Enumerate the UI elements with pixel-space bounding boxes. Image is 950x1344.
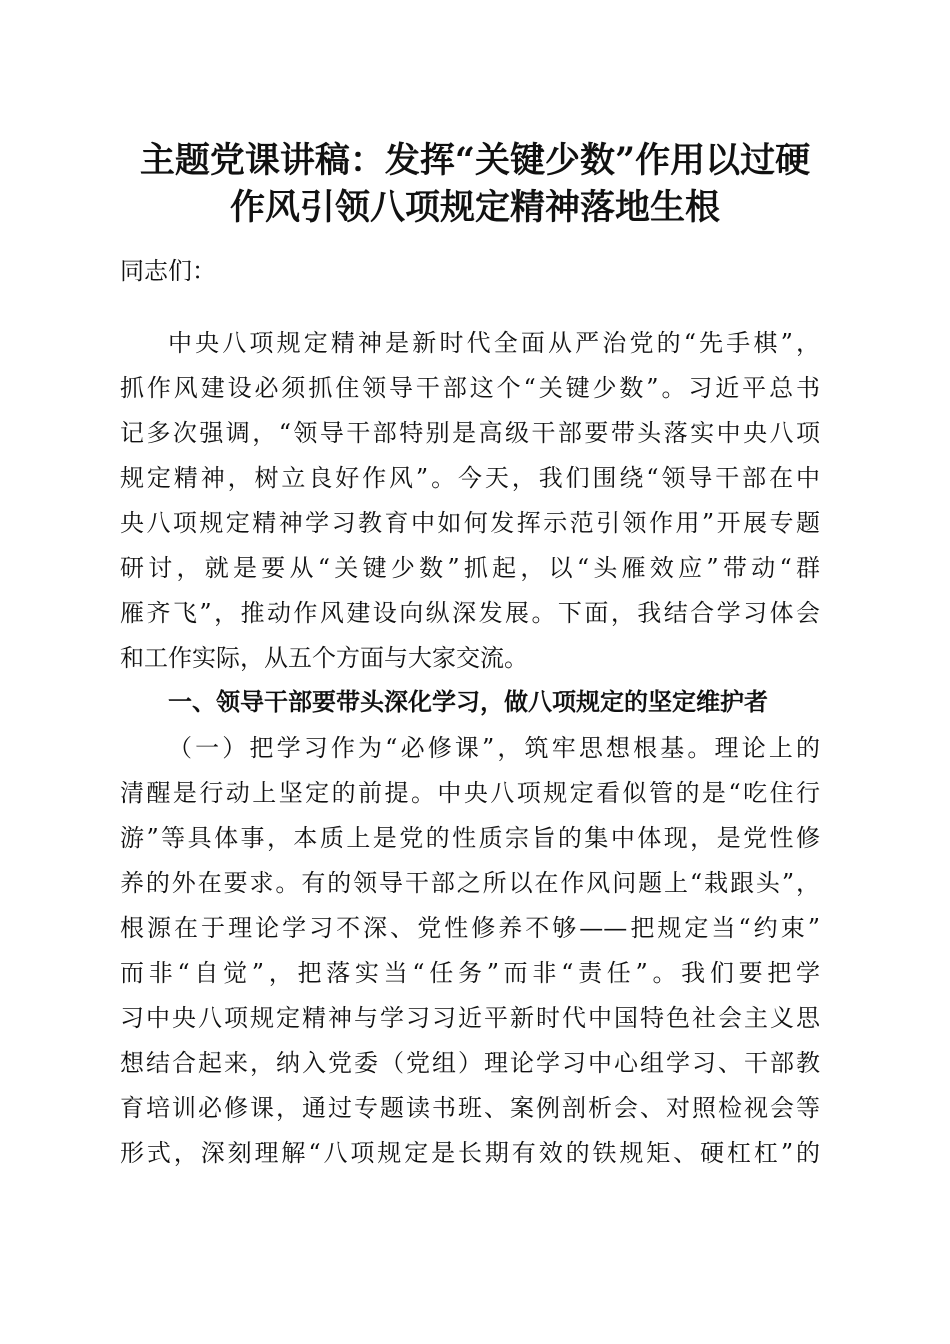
section-line: 养的外在要求。有的领导干部之所以在作风问题上“栽跟头”， — [120, 869, 820, 897]
intro-line: 抓作风建设必须抓住领导干部这个“关键少数”。习近平总书 — [120, 374, 820, 402]
section-line: 游”等具体事，本质上是党的性质宗旨的集中体现，是党性修 — [120, 824, 820, 852]
intro-line: 央八项规定精神学习教育中如何发挥示范引领作用”开展专题 — [120, 509, 820, 537]
document-title-line-1: 主题党课讲稿：发挥“关键少数”作用以过硬 — [139, 140, 811, 181]
intro-line: 中央八项规定精神是新时代全面从严治党的“先手棋”， — [168, 329, 820, 357]
section-line: （一）把学习作为“必修课”，筑牢思想根基。理论上的 — [168, 734, 820, 762]
section-heading: 一、领导干部要带头深化学习，做八项规定的坚定维护者 — [168, 688, 768, 716]
section-line: 根源在于理论学习不深、党性修养不够——把规定当“约束” — [120, 914, 820, 942]
intro-line: 雁齐飞”，推动作风建设向纵深发展。下面，我结合学习体会 — [120, 599, 820, 627]
section-line: 习中央八项规定精神与学习习近平新时代中国特色社会主义思 — [120, 1004, 820, 1032]
intro-line: 研讨，就是要从“关键少数”抓起，以“头雁效应”带动“群 — [120, 554, 820, 582]
intro-line: 和工作实际，从五个方面与大家交流。 — [120, 644, 528, 672]
section-line: 而非“自觉”，把落实当“任务”而非“责任”。我们要把学 — [120, 959, 820, 987]
intro-line: 记多次强调，“领导干部特别是高级干部要带头落实中央八项 — [120, 419, 820, 447]
section-line: 育培训必修课，通过专题读书班、案例剖析会、对照检视会等 — [120, 1094, 820, 1122]
section-line: 清醒是行动上坚定的前提。中央八项规定看似管的是“吃住行 — [120, 779, 820, 807]
section-line: 形式，深刻理解“八项规定是长期有效的铁规矩、硬杠杠”的 — [120, 1139, 820, 1167]
document-title-line-2: 作风引领八项规定精神落地生根 — [229, 187, 720, 228]
section-line: 想结合起来，纳入党委（党组）理论学习中心组学习、干部教 — [120, 1049, 820, 1077]
salutation: 同志们： — [120, 257, 216, 285]
intro-line: 规定精神，树立良好作风”。今天，我们围绕“领导干部在中 — [120, 464, 820, 492]
